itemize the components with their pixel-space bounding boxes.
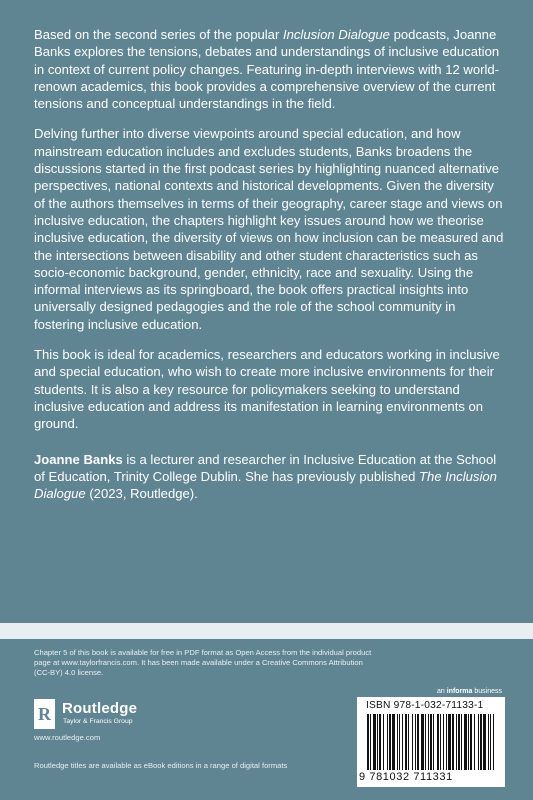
barcode-bar <box>392 714 395 770</box>
author-bio-tail: (2023, Routledge). <box>85 486 198 502</box>
barcode-bar <box>370 714 371 770</box>
barcode-bar <box>387 714 388 770</box>
open-access-note: Chapter 5 of this book is available for free in PDF format as Open Access from the individual product page at www.taylorfrancis.com. It has been made available under a Creative Commons Attribution (CC-BY) 4.0 license. <box>34 648 372 678</box>
informa-prefix: an <box>437 688 447 695</box>
author-bio-text: is a lecturer and researcher in Inclusive Education at the School of Education, Trinity College Dublin. She has previously published <box>34 451 497 484</box>
barcode-bar <box>468 714 469 770</box>
barcode-bar <box>483 714 486 770</box>
routledge-logo <box>34 699 204 729</box>
previous-book-title: The Inclusion Dialogue <box>34 468 497 502</box>
author-bio <box>34 451 504 503</box>
barcode-bar <box>430 714 432 770</box>
barcode-bar <box>437 714 439 770</box>
barcode-bar <box>461 714 462 770</box>
routledge-mark-icon: R <box>34 699 55 729</box>
barcode-bar <box>421 714 424 770</box>
barcode-bar <box>397 714 398 770</box>
podcast-title: Inclusion Dialogue <box>282 27 390 42</box>
footer-divider-band <box>0 623 533 639</box>
informa-business-label <box>426 688 502 695</box>
barcode-bar <box>412 714 413 770</box>
isbn-digits: 9 781032 711331 <box>359 771 453 783</box>
informa-suffix: business <box>472 688 502 695</box>
barcode-bar <box>428 714 429 770</box>
barcode-bar <box>405 714 407 770</box>
barcode-bar <box>417 714 419 770</box>
barcode-bar <box>456 714 457 770</box>
barcode-bar <box>389 714 391 770</box>
barcode-bar <box>373 714 376 770</box>
barcode-bar <box>446 714 447 770</box>
barcode-bar <box>433 714 434 770</box>
barcode-bar <box>452 714 454 770</box>
isbn-label: ISBN 978-1-032-71133-1 <box>366 700 484 711</box>
publisher-name: Routledge <box>62 700 138 717</box>
informa-brand: informa <box>446 688 473 695</box>
barcode-bar <box>377 714 378 770</box>
barcode-bar <box>383 714 384 770</box>
isbn-barcode <box>357 697 505 787</box>
back-cover-blurb <box>34 26 504 515</box>
barcode-bar <box>474 714 475 770</box>
barcode-bar <box>379 714 381 770</box>
barcode-bar <box>408 714 409 770</box>
barcode-bar <box>493 714 494 770</box>
barcode-bar <box>425 714 426 770</box>
blurb-paragraph-1 <box>34 26 504 112</box>
barcode-bar <box>480 714 482 770</box>
barcode-bar <box>470 714 472 770</box>
barcode-bars <box>365 714 497 772</box>
blurb-paragraph-2: Delving further into diverse viewpoints around special education, and how mainstream education includes and excludes students, Banks broadens the discussions started in the first podcast series by highlighting nuanced alternative perspectives, national contexts and historical developments. Given the diversity of the authors themselves in terms of their geography, career stage and views on inclusive education, the chapters highlight key issues around how we theorise inclusive education, the diversity of views on how inclusion can be measured and the intersections between disability and other student characteristics such as socio-economic background, gender, ethnicity, race and sexuality. Using the informal interviews as its springboard, the book offers practical insights into universally designed pedagogies and the role of the school community in fostering inclusive education. <box>34 126 504 332</box>
author-name: Joanne Banks <box>34 451 123 467</box>
barcode-bar <box>415 714 416 770</box>
barcode-bar <box>464 714 467 770</box>
blurb-paragraph-3: This book is ideal for academics, researchers and educators working in inclusive and special education, who wish to create more inclusive environments for their students. It is also a key resource for policymakers seeking to understand inclusive education and address its manifestation in learning environments on ground. <box>34 347 500 432</box>
publisher-group: Taylor & Francis Group <box>63 718 133 725</box>
barcode-bar <box>402 714 403 770</box>
publisher-website: www.routledge.com <box>34 733 101 742</box>
barcode-bar <box>478 714 479 770</box>
barcode-bar <box>440 714 441 770</box>
barcode-bar <box>399 714 400 770</box>
barcode-bar <box>488 714 489 770</box>
barcode-bar <box>448 714 451 770</box>
barcode-bar <box>367 714 369 770</box>
ebook-note: Routledge titles are available as eBook editions in a range of digital formats <box>34 761 288 770</box>
blurb-p1-text-b: podcasts, Joanne Banks explores the tensions, debates and understandings of inclusive education in context of current policy changes. Featuring in-depth interviews with 12 world-renown academics, this book provides a comprehensive overview of the current tensions and conceptual understandings in the field. <box>34 27 500 112</box>
blurb-p1-text-a: Based on the second series of the popular <box>34 27 283 42</box>
barcode-bar <box>443 714 444 770</box>
barcode-bar <box>458 714 460 770</box>
barcode-bar <box>490 714 491 770</box>
